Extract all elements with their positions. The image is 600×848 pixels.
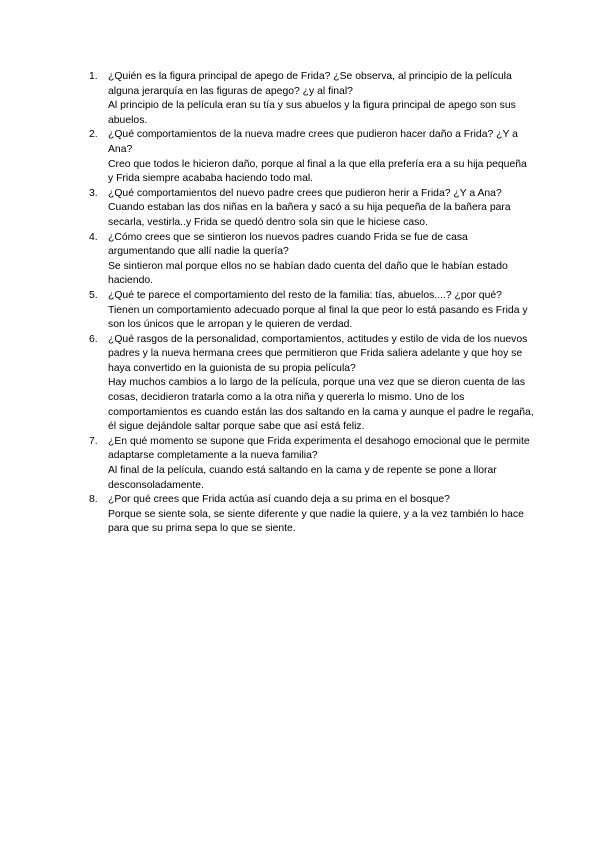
question-item-1 xyxy=(89,70,534,128)
question-text: ¿Por qué crees que Frida actúa así cuando deja a su prima en el bosque? xyxy=(108,494,450,506)
question-text: ¿Cómo crees que se sintieron los nuevos padres cuando Frida se fue de casa argumentando que allí nadie la quería? xyxy=(108,231,468,258)
answer-text: Se sintieron mal porque ellos no se habían dado cuenta del daño que le habían estado haciendo. xyxy=(108,260,508,287)
question-list xyxy=(89,70,534,537)
item-number: 8. xyxy=(89,494,98,506)
question-text: ¿Qué rasgos de la personalidad, comportamientos, actitudes y estilo de vida de los nuevos padres y la nueva hermana crees que permitieron que Frida saliera adelante y que hoy se haya convertido en la guionista de su propia película? xyxy=(108,333,528,374)
question-text: ¿Quién es la figura principal de apego de Frida? ¿Se observa, al principio de la película alguna jerarquía en las figuras de apego? ¿y al final? xyxy=(108,71,512,97)
question-item-7 xyxy=(89,435,534,493)
question-text: ¿Qué comportamientos del nuevo padre crees que pudieron herir a Frida? ¿Y a Ana? xyxy=(108,187,502,199)
answer-text: Cuando estaban las dos niñas en la bañera y sacó a su hija pequeña de la bañera para secarla, vestirla..y Frida se quedó dentro sola sin que le hiciese caso. xyxy=(108,202,511,228)
answer-text: Porque se siente sola, se siente diferente y que nadie la quiere, y a la vez también lo hace para que su prima sepa lo que se siente. xyxy=(108,508,524,535)
item-number: 6. xyxy=(89,333,98,345)
answer-text: Creo que todos le hicieron daño, porque al final a la que ella prefería era a su hija pequeña y Frida siempre acababa haciendo todo mal. xyxy=(108,158,527,185)
question-text: ¿Qué comportamientos de la nueva madre crees que pudieron hacer daño a Frida? ¿Y a Ana? xyxy=(108,129,518,155)
question-text: ¿En qué momento se supone que Frida experimenta el desahogo emocional que le permite adaptarse completamente a la nueva familia? xyxy=(108,435,530,462)
item-number: 2. xyxy=(89,129,98,141)
answer-text: Tienen un comportamiento adecuado porque al final la que peor lo está pasando es Frida y son los únicos que le arropan y le quieren de verdad. xyxy=(108,304,528,331)
item-number: 5. xyxy=(89,289,98,301)
item-number: 7. xyxy=(89,435,98,447)
item-number: 1. xyxy=(89,71,98,82)
item-number: 4. xyxy=(89,231,98,243)
question-item-4 xyxy=(89,231,534,289)
question-item-8 xyxy=(89,493,534,537)
answer-text: Hay muchos cambios a lo largo de la película, porque una vez que se dieron cuenta de las cosas, decidieron tratarla como a la otra niña y quererla lo mismo. Uno de los comportamientos es cuando están las dos saltando en la cama y aunque el padre le regaña, él sigue dejándole saltar porque sabe que así está feliz. xyxy=(108,377,534,433)
answer-text: Al final de la película, cuando está saltando en la cama y de repente se pone a llorar desconsoladamente. xyxy=(108,465,497,491)
question-text: ¿Qué te parece el comportamiento del resto de la familia: tías, abuelos....? ¿por qué? xyxy=(108,289,502,301)
question-item-3 xyxy=(89,187,534,231)
item-number: 3. xyxy=(89,187,98,199)
question-item-2 xyxy=(89,128,534,186)
question-item-5 xyxy=(89,289,534,333)
question-item-6 xyxy=(89,333,534,435)
answer-text: Al principio de la película eran su tía y sus abuelos y la figura principal de apego son sus abuelos. xyxy=(108,100,516,126)
